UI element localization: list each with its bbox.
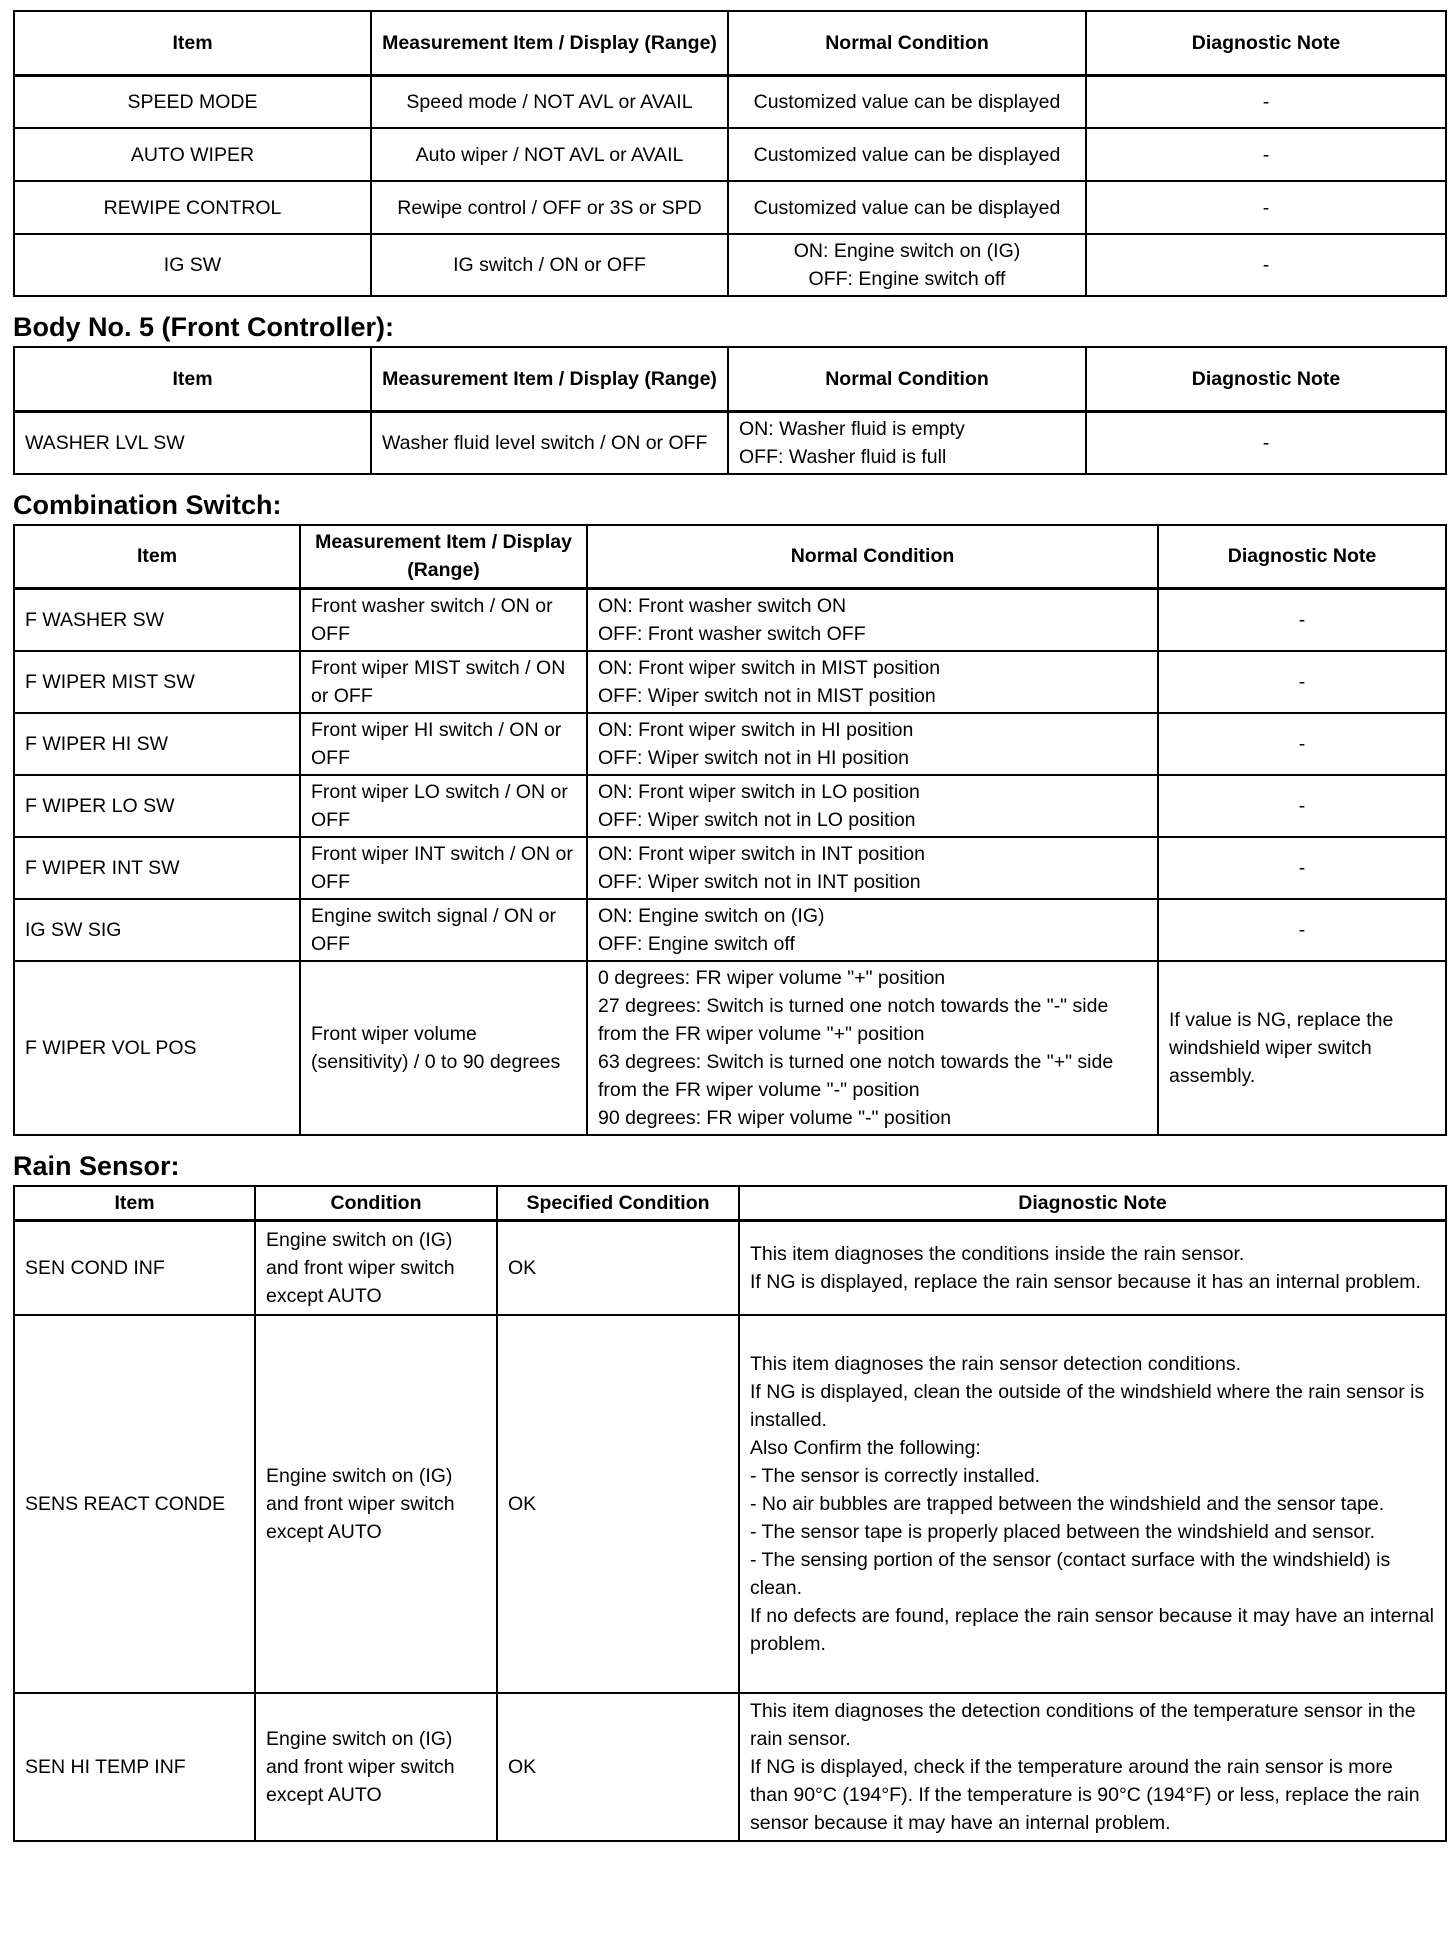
cell-diagnostic-note: - xyxy=(1158,713,1446,775)
cell-diagnostic-note: - xyxy=(1158,775,1446,837)
section-title-rain-sensor: Rain Sensor: xyxy=(13,1151,180,1181)
section-title-front-controller: Body No. 5 (Front Controller): xyxy=(13,312,394,342)
table-row xyxy=(14,589,1446,652)
cell-diagnostic-note: This item diagnoses the detection conditions of the temperature sensor in the rain sensor. If NG is displayed, check if the temperature around the rain sensor is more than 90°C (194°F). If the temperature is 90°C (194°F) or less, replace the rain sensor because it may have an internal problem. xyxy=(739,1693,1446,1841)
cell-item: F WASHER SW xyxy=(14,589,300,652)
table-header-row xyxy=(14,525,1446,589)
cell-normal-condition: ON: Engine switch on (IG) OFF: Engine switch off xyxy=(587,899,1158,961)
column-header: Item xyxy=(14,1186,255,1221)
cell-item: F WIPER LO SW xyxy=(14,775,300,837)
cell-normal-condition: ON: Front wiper switch in HI position OFF: Wiper switch not in HI position xyxy=(587,713,1158,775)
column-header: Normal Condition xyxy=(728,347,1086,411)
cell-item: REWIPE CONTROL xyxy=(14,181,371,234)
cell-diagnostic-note: - xyxy=(1086,181,1446,234)
column-header: Measurement Item / Display (Range) xyxy=(371,347,728,411)
section-title-combination-switch: Combination Switch: xyxy=(13,489,282,520)
cell-measurement: Front washer switch / ON or OFF xyxy=(300,589,587,652)
cell-normal-condition: ON: Front wiper switch in LO position OFF: Wiper switch not in LO position xyxy=(587,775,1158,837)
cell-specified-condition: OK xyxy=(497,1221,739,1315)
cell-measurement: Engine switch signal / ON or OFF xyxy=(300,899,587,961)
cell-item: F WIPER INT SW xyxy=(14,837,300,899)
column-header: Item xyxy=(14,11,371,75)
table-row xyxy=(14,651,1446,713)
column-header: Item xyxy=(14,525,300,589)
cell-condition: Engine switch on (IG) and front wiper switch except AUTO xyxy=(255,1693,497,1841)
cell-diagnostic-note: - xyxy=(1158,899,1446,961)
cell-item: WASHER LVL SW xyxy=(14,411,371,474)
cell-measurement: Front wiper HI switch / ON or OFF xyxy=(300,713,587,775)
cell-item: F WIPER MIST SW xyxy=(14,651,300,713)
table-row xyxy=(14,899,1446,961)
cell-item: IG SW xyxy=(14,234,371,296)
table-row xyxy=(14,713,1446,775)
body-settings-table xyxy=(13,10,1447,297)
column-header: Measurement Item / Display (Range) xyxy=(371,11,728,75)
cell-measurement: Front wiper MIST switch / ON or OFF xyxy=(300,651,587,713)
column-header: Condition xyxy=(255,1186,497,1221)
table-row xyxy=(14,234,1446,296)
column-header: Normal Condition xyxy=(728,11,1086,75)
cell-item: SPEED MODE xyxy=(14,75,371,128)
cell-condition: Engine switch on (IG) and front wiper switch except AUTO xyxy=(255,1221,497,1315)
table-row xyxy=(14,837,1446,899)
column-header: Measurement Item / Display (Range) xyxy=(300,525,587,589)
cell-measurement: Front wiper INT switch / ON or OFF xyxy=(300,837,587,899)
cell-diagnostic-note: This item diagnoses the conditions inside the rain sensor. If NG is displayed, replace the rain sensor because it has an internal problem. xyxy=(739,1221,1446,1315)
cell-specified-condition: OK xyxy=(497,1315,739,1693)
table-row xyxy=(14,961,1446,1135)
cell-diagnostic-note: If value is NG, replace the windshield wiper switch assembly. xyxy=(1158,961,1446,1135)
cell-normal-condition: ON: Front wiper switch in MIST position OFF: Wiper switch not in MIST position xyxy=(587,651,1158,713)
cell-item: AUTO WIPER xyxy=(14,128,371,181)
table-header-row xyxy=(14,347,1446,411)
cell-measurement: Auto wiper / NOT AVL or AVAIL xyxy=(371,128,728,181)
cell-measurement: Washer fluid level switch / ON or OFF xyxy=(371,411,728,474)
cell-measurement: IG switch / ON or OFF xyxy=(371,234,728,296)
cell-normal-condition: ON: Washer fluid is empty OFF: Washer fluid is full xyxy=(728,411,1086,474)
cell-diagnostic-note: - xyxy=(1086,234,1446,296)
cell-specified-condition: OK xyxy=(497,1693,739,1841)
cell-diagnostic-note: - xyxy=(1086,128,1446,181)
table-row xyxy=(14,181,1446,234)
table-row xyxy=(14,128,1446,181)
cell-item: SEN COND INF xyxy=(14,1221,255,1315)
cell-measurement: Rewipe control / OFF or 3S or SPD xyxy=(371,181,728,234)
table-row xyxy=(14,775,1446,837)
column-header: Diagnostic Note xyxy=(1158,525,1446,589)
cell-normal-condition: 0 degrees: FR wiper volume "+" position 27 degrees: Switch is turned one notch towards the "-" side from the FR wiper volume "+" position 63 degrees: Switch is turned one notch towards the "+" side from the FR wiper volume "-" position 90 degrees: FR wiper volume "-" position xyxy=(587,961,1158,1135)
cell-measurement: Front wiper LO switch / ON or OFF xyxy=(300,775,587,837)
cell-condition: Engine switch on (IG) and front wiper switch except AUTO xyxy=(255,1315,497,1693)
document-page xyxy=(13,10,1445,1842)
combination-switch-table xyxy=(13,524,1447,1137)
column-header: Diagnostic Note xyxy=(739,1186,1446,1221)
table-row xyxy=(14,1315,1446,1693)
table-header-row xyxy=(14,1186,1446,1221)
table-header-row xyxy=(14,11,1446,75)
column-header: Diagnostic Note xyxy=(1086,347,1446,411)
front-controller-table xyxy=(13,346,1447,475)
cell-diagnostic-note: - xyxy=(1158,837,1446,899)
cell-item: IG SW SIG xyxy=(14,899,300,961)
column-header: Normal Condition xyxy=(587,525,1158,589)
cell-item: F WIPER VOL POS xyxy=(14,961,300,1135)
cell-diagnostic-note: - xyxy=(1158,589,1446,652)
cell-normal-condition: Customized value can be displayed xyxy=(728,75,1086,128)
column-header: Diagnostic Note xyxy=(1086,11,1446,75)
cell-diagnostic-note: - xyxy=(1086,411,1446,474)
cell-normal-condition: ON: Front washer switch ON OFF: Front washer switch OFF xyxy=(587,589,1158,652)
table-row xyxy=(14,1693,1446,1841)
cell-item: SEN HI TEMP INF xyxy=(14,1693,255,1841)
cell-diagnostic-note: - xyxy=(1086,75,1446,128)
cell-item: SENS REACT CONDE xyxy=(14,1315,255,1693)
table-row xyxy=(14,411,1446,474)
cell-normal-condition: Customized value can be displayed xyxy=(728,128,1086,181)
column-header: Item xyxy=(14,347,371,411)
cell-measurement: Front wiper volume (sensitivity) / 0 to 90 degrees xyxy=(300,961,587,1135)
cell-normal-condition: Customized value can be displayed xyxy=(728,181,1086,234)
cell-normal-condition: ON: Front wiper switch in INT position OFF: Wiper switch not in INT position xyxy=(587,837,1158,899)
cell-normal-condition: ON: Engine switch on (IG) OFF: Engine switch off xyxy=(728,234,1086,296)
cell-measurement: Speed mode / NOT AVL or AVAIL xyxy=(371,75,728,128)
cell-item: F WIPER HI SW xyxy=(14,713,300,775)
table-row xyxy=(14,1221,1446,1315)
cell-diagnostic-note: This item diagnoses the rain sensor detection conditions. If NG is displayed, clean the outside of the windshield where the rain sensor is installed. Also Confirm the following: - The sensor is correctly installed. - No air bubbles are trapped between the windshield and the sensor tape. - The sensor tape is properly placed between the windshield and sensor. - The sensing portion of the sensor (contact surface with the windshield) is clean. If no defects are found, replace the rain sensor because it may have an internal problem. xyxy=(739,1315,1446,1693)
column-header: Specified Condition xyxy=(497,1186,739,1221)
table-row xyxy=(14,75,1446,128)
rain-sensor-table xyxy=(13,1185,1447,1842)
cell-diagnostic-note: - xyxy=(1158,651,1446,713)
